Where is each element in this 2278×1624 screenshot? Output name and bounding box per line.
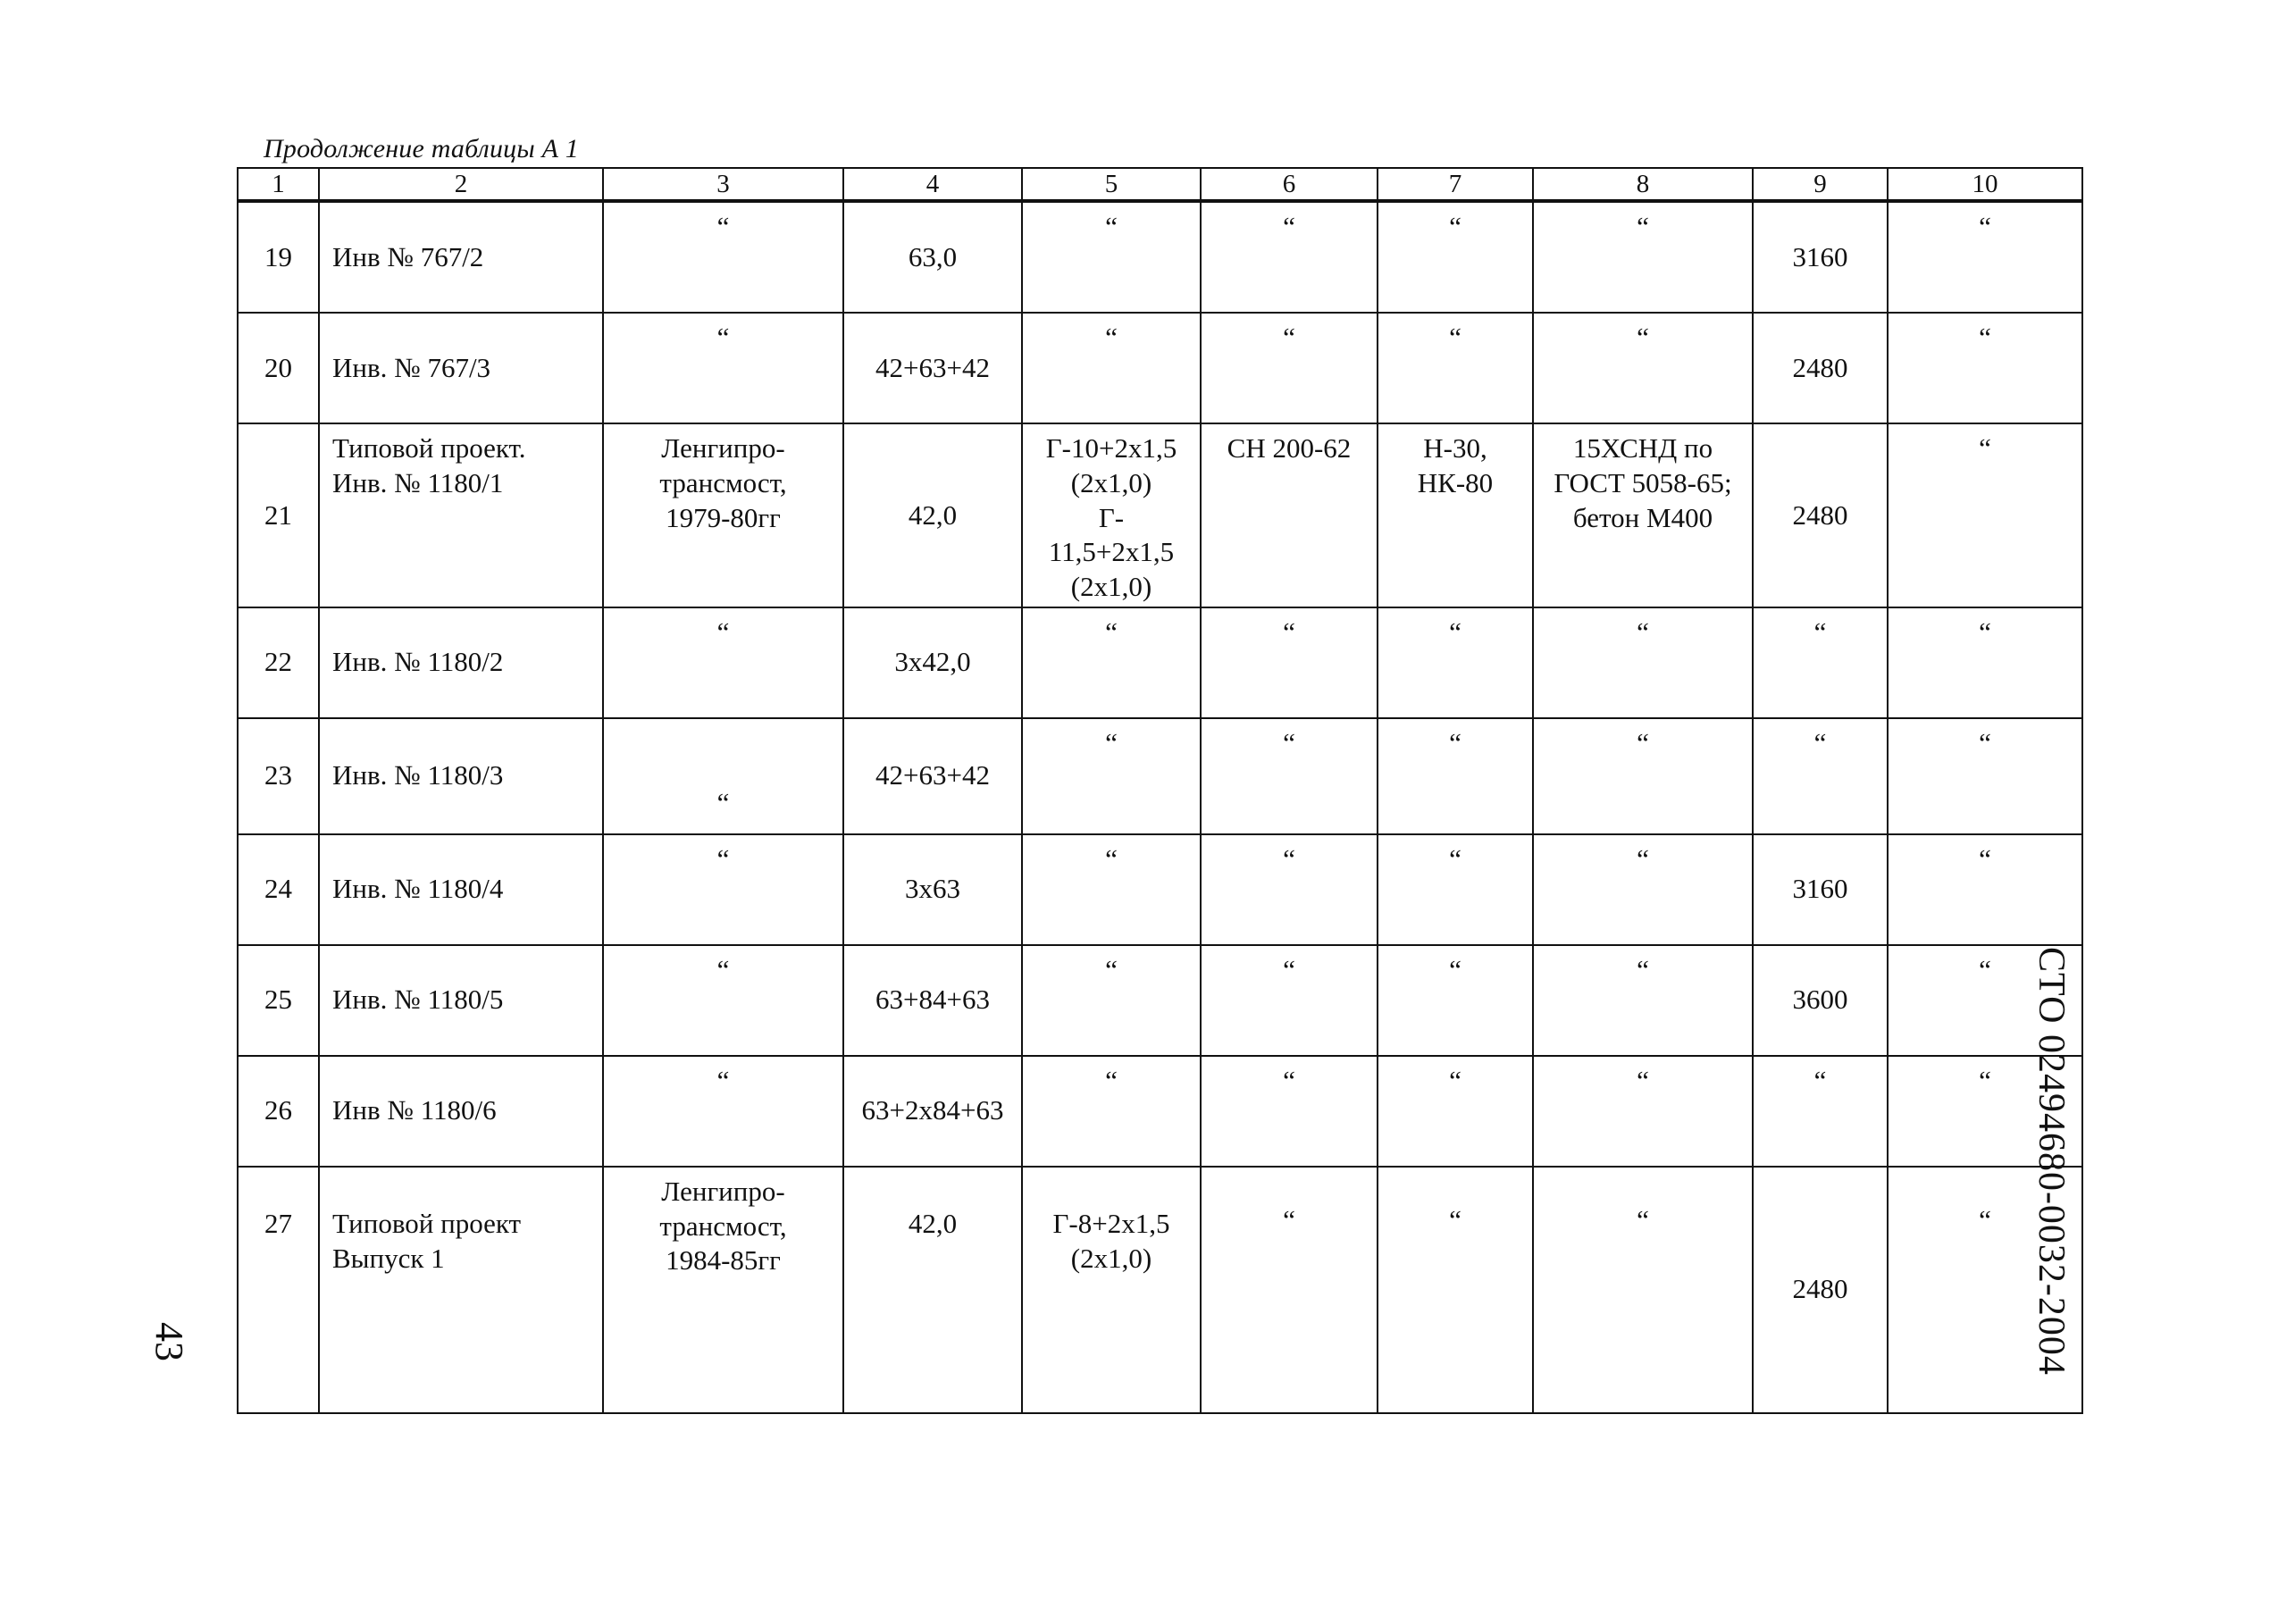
span-scheme: 3x63 <box>843 834 1022 945</box>
table-cell: “ <box>1378 945 1533 1056</box>
table-cell: Г-8+2x1,5 (2x1,0) <box>1022 1167 1201 1413</box>
column-header: 6 <box>1201 168 1378 201</box>
table-cell: “ <box>603 313 843 423</box>
table-cell: “ <box>1533 607 1753 718</box>
table-cell: 3160 <box>1753 201 1888 313</box>
span-scheme: 63+84+63 <box>843 945 1022 1056</box>
table-row <box>238 945 2082 1056</box>
table-row <box>238 1167 2082 1413</box>
row-number: 25 <box>238 945 319 1056</box>
span-scheme: 63+2x84+63 <box>843 1056 1022 1167</box>
span-scheme: 42+63+42 <box>843 718 1022 834</box>
project-name: Типовой проект Выпуск 1 <box>319 1167 603 1413</box>
table-cell: СН 200-62 <box>1201 423 1378 607</box>
table-cell: “ <box>603 834 843 945</box>
project-name: Инв № 767/2 <box>319 201 603 313</box>
row-number: 21 <box>238 423 319 607</box>
table-cell: “ <box>1533 945 1753 1056</box>
table-cell: “ <box>1201 607 1378 718</box>
table-cell: “ <box>1888 718 2082 834</box>
table-row <box>238 423 2082 607</box>
table-cell: “ <box>1201 1056 1378 1167</box>
table-cell: 2480 <box>1753 423 1888 607</box>
table-cell: “ <box>1888 313 2082 423</box>
table-cell: 3600 <box>1753 945 1888 1056</box>
table-cell: “ <box>1201 718 1378 834</box>
table-cell: 2480 <box>1753 1167 1888 1413</box>
table-cell: “ <box>1533 1167 1753 1413</box>
table-cell: “ <box>1888 945 2082 1056</box>
table-cell: 3160 <box>1753 834 1888 945</box>
table-cell: “ <box>1533 834 1753 945</box>
row-number: 22 <box>238 607 319 718</box>
row-number: 24 <box>238 834 319 945</box>
span-scheme: 42,0 <box>843 1167 1022 1413</box>
table-cell: “ <box>1378 313 1533 423</box>
project-name: Инв. № 1180/4 <box>319 834 603 945</box>
table-cell: “ <box>1753 607 1888 718</box>
table-cell: “ <box>603 201 843 313</box>
table-cell: 2480 <box>1753 313 1888 423</box>
table-cell: “ <box>1888 201 2082 313</box>
project-name: Инв № 1180/6 <box>319 1056 603 1167</box>
row-number: 26 <box>238 1056 319 1167</box>
column-header: 5 <box>1022 168 1201 201</box>
row-number: 27 <box>238 1167 319 1413</box>
table-cell: “ <box>1378 718 1533 834</box>
page-number: 43 <box>147 1322 191 1361</box>
span-scheme: 63,0 <box>843 201 1022 313</box>
project-name: Типовой проект. Инв. № 1180/1 <box>319 423 603 607</box>
table-cell: Н-30, НК-80 <box>1378 423 1533 607</box>
column-header: 8 <box>1533 168 1753 201</box>
table-cell: “ <box>1888 607 2082 718</box>
table-cell: “ <box>1201 201 1378 313</box>
span-scheme: 42,0 <box>843 423 1022 607</box>
table-cell: “ <box>1022 834 1201 945</box>
column-header: 1 <box>238 168 319 201</box>
table-cell: “ <box>1022 945 1201 1056</box>
table-cell: “ <box>1378 1056 1533 1167</box>
table-row <box>238 607 2082 718</box>
table-cell: “ <box>1753 718 1888 834</box>
project-name: Инв. № 1180/3 <box>319 718 603 834</box>
table-cell: “ <box>1533 201 1753 313</box>
table-cell: “ <box>1022 313 1201 423</box>
table-cell: “ <box>603 607 843 718</box>
column-header: 2 <box>319 168 603 201</box>
table-cell: Ленгипро- трансмост, 1984-85гг <box>603 1167 843 1413</box>
column-header: 4 <box>843 168 1022 201</box>
table-cell: “ <box>1201 1167 1378 1413</box>
table-cell: “ <box>1888 423 2082 607</box>
table-cell: Г-10+2x1,5 (2x1,0) Г- 11,5+2x1,5 (2x1,0) <box>1022 423 1201 607</box>
table-cell: “ <box>603 1056 843 1167</box>
row-number: 23 <box>238 718 319 834</box>
document-code: СТО 02494680-0032-2004 <box>2031 947 2072 1376</box>
table-cell: “ <box>1533 1056 1753 1167</box>
table-cell: 15ХСНД по ГОСТ 5058-65; бетон М400 <box>1533 423 1753 607</box>
table-cell: “ <box>603 718 843 834</box>
table-cell: “ <box>603 945 843 1056</box>
row-number: 20 <box>238 313 319 423</box>
table-cell: “ <box>1378 834 1533 945</box>
table-caption: Продолжение таблицы А 1 <box>264 134 579 163</box>
table-cell: “ <box>1201 313 1378 423</box>
span-scheme: 3x42,0 <box>843 607 1022 718</box>
project-name: Инв. № 767/3 <box>319 313 603 423</box>
table-cell: “ <box>1753 1056 1888 1167</box>
project-name: Инв. № 1180/2 <box>319 607 603 718</box>
column-header: 3 <box>603 168 843 201</box>
table-row <box>238 834 2082 945</box>
table-cell: “ <box>1022 201 1201 313</box>
column-header: 10 <box>1888 168 2082 201</box>
table-cell: “ <box>1378 201 1533 313</box>
project-name: Инв. № 1180/5 <box>319 945 603 1056</box>
span-scheme: 42+63+42 <box>843 313 1022 423</box>
table-cell: “ <box>1533 718 1753 834</box>
header-row <box>238 168 2082 201</box>
table-cell: “ <box>1201 834 1378 945</box>
data-table <box>237 167 2083 1414</box>
table-row <box>238 313 2082 423</box>
column-header: 7 <box>1378 168 1533 201</box>
table-cell: “ <box>1201 945 1378 1056</box>
table-cell: Ленгипро- трансмост, 1979-80гг <box>603 423 843 607</box>
table-cell: “ <box>1022 607 1201 718</box>
table-cell: “ <box>1888 1167 2082 1413</box>
table-cell: “ <box>1888 834 2082 945</box>
table-cell: “ <box>1378 607 1533 718</box>
table-row <box>238 1056 2082 1167</box>
column-header: 9 <box>1753 168 1888 201</box>
table-cell: “ <box>1022 1056 1201 1167</box>
table-cell: “ <box>1533 313 1753 423</box>
table-cell: “ <box>1022 718 1201 834</box>
table-row <box>238 718 2082 834</box>
table-cell: “ <box>1378 1167 1533 1413</box>
row-number: 19 <box>238 201 319 313</box>
table-row <box>238 201 2082 313</box>
table-cell: “ <box>1888 1056 2082 1167</box>
